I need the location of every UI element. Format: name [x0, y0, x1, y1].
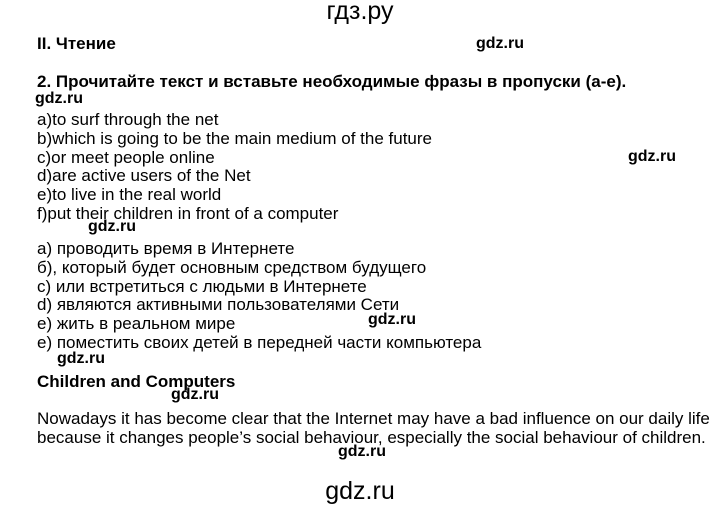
watermark: gdz.ru	[88, 218, 136, 235]
watermark: gdz.ru	[476, 35, 524, 52]
watermark: gdz.ru	[171, 386, 219, 403]
phrase-ru-c: c) или встретиться с людьми в Интернете	[37, 276, 367, 296]
phrase-en-d: d)are active users of the Net	[37, 166, 251, 186]
phrase-en-f: f)put their children in front of a computer	[37, 203, 339, 223]
phrase-ru-d: d) являются активными пользователями Сети	[37, 295, 400, 315]
watermark: gdz.ru	[338, 443, 386, 460]
section-title: II. Чтение	[37, 34, 116, 53]
phrase-en-c: c)or meet people online	[37, 147, 215, 167]
watermark: gdz.ru	[35, 90, 83, 107]
phrase-ru-e: e) жить в реальном мире	[37, 314, 236, 334]
site-watermark-footer: gdz.ru	[325, 477, 395, 505]
phrase-ru-b: б), который будет основным средством будущего	[37, 257, 427, 277]
text-body: Nowadays it has become clear that the Internet may have a bad influence on our daily life because it changes people’s social behaviour, especially the social behaviour of children.	[37, 409, 710, 447]
watermark: gdz.ru	[57, 350, 105, 367]
phrase-ru-f: e) поместить своих детей в передней части компьютера	[37, 332, 482, 352]
site-watermark-header: гдз.ру	[326, 0, 394, 25]
phrase-en-a: a)to surf through the net	[37, 110, 219, 129]
phrase-ru-a: a) проводить время в Интернете	[37, 239, 295, 258]
text-title: Children and Computers	[37, 372, 236, 391]
watermark: gdz.ru	[368, 311, 416, 328]
phrase-en-e: e)to live in the real world	[37, 185, 222, 205]
english-phrases-list	[37, 111, 432, 224]
russian-phrases-list	[37, 240, 481, 353]
watermark: gdz.ru	[628, 148, 676, 165]
phrase-en-b: b)which is going to be the main medium of the future	[37, 128, 432, 148]
task-instruction: 2. Прочитайте текст и вставьте необходимые фразы в пропуски (a-e).	[37, 72, 627, 91]
